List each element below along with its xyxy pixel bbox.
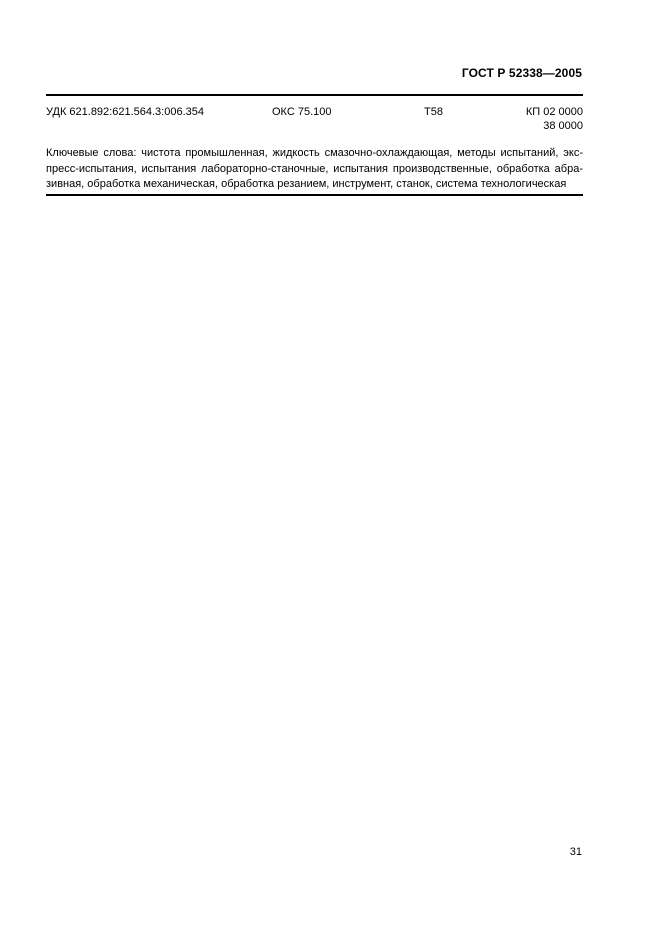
keywords-line-1: Ключевые слова: чистота промышленная, жидкость смазочно-охлаждающая, методы испытаний, экс- <box>46 147 583 159</box>
top-divider <box>46 94 583 96</box>
kp-code-line-1: КП 02 0000 <box>525 106 583 118</box>
t-code: Т58 <box>424 106 443 118</box>
classification-row <box>46 105 583 137</box>
udk-code: УДК 621.892:621.564.3:006.354 <box>46 106 204 118</box>
document-code: ГОСТ Р 52338—2005 <box>461 66 582 80</box>
page-number: 31 <box>569 846 582 858</box>
keywords-line-2: пресс-испытания, испытания лабораторно-станочные, испытания производственные, обработка абра- <box>46 162 583 175</box>
kp-code-line-2: 38 0000 <box>543 120 583 132</box>
keywords-line-3: зивная, обработка механическая, обработка резанием, инструмент, станок, система технологическая <box>46 178 567 190</box>
bottom-divider <box>46 194 583 196</box>
oks-code: ОКС 75.100 <box>272 106 332 118</box>
kp-code <box>526 105 583 133</box>
keywords-block <box>46 146 583 193</box>
